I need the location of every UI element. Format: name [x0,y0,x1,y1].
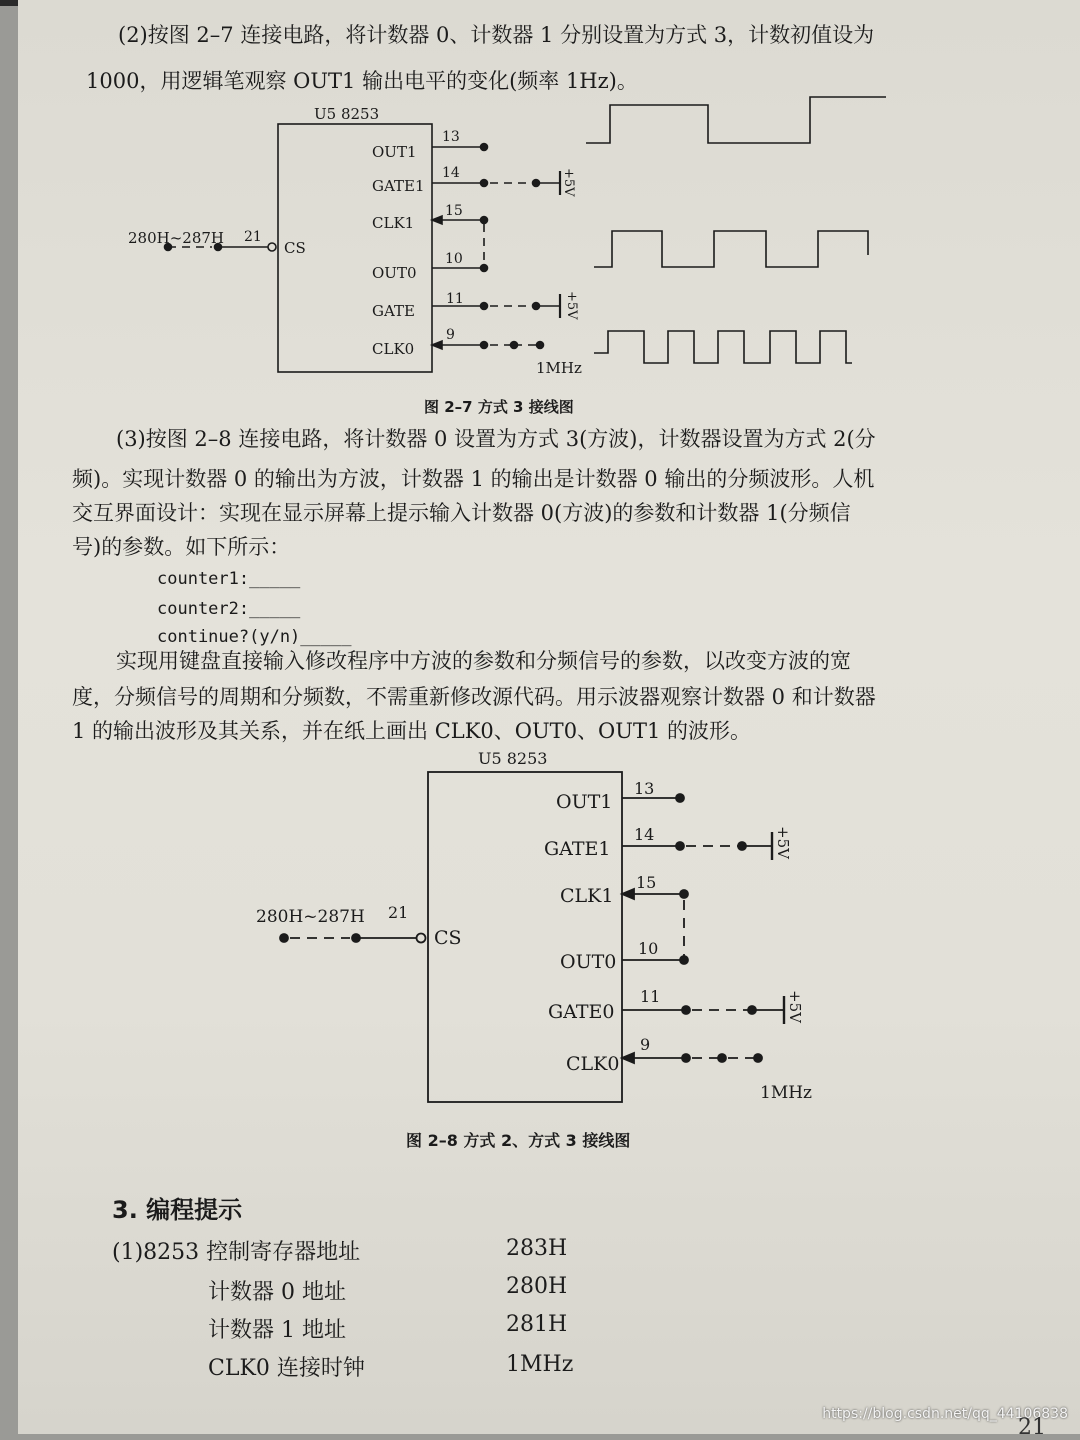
fig28-pin-cs: CS [434,927,462,949]
fig27-pin-gate1: GATE1 [372,177,425,195]
fig27-waveforms [586,97,886,363]
fig27-num-9: 9 [446,327,455,343]
section3-row3-value: 281H [506,1312,568,1337]
page-number: 21 [1018,1415,1046,1440]
fig28-pin-gate1: GATE1 [544,838,611,860]
fig27-clock-label: 1MHz [536,359,582,377]
fig27-num-13: 13 [442,129,460,145]
fig28-clock-label: 1MHz [760,1083,813,1103]
fig28-num-9: 9 [640,1035,651,1054]
fig27-wave-out0 [594,231,868,267]
fig28-chip-label: U5 8253 [478,749,548,768]
fig27-caption: 图 2–7 方式 3 接线图 [424,398,574,416]
watermark: https://blog.csdn.net/qq_44106838 [822,1406,1068,1422]
para-fig27-line1: (2)按图 2–7 连接电路，将计数器 0、计数器 1 分别设置为方式 3，计数初值设为 [118,23,875,47]
fig27-pin-gate: GATE [372,302,415,320]
fig28-num-15: 15 [636,873,657,892]
fig28-pin-gate0: GATE0 [548,1001,615,1023]
para4-line2: 度，分频信号的周期和分频数，不需重新修改源代码。用示波器观察计数器 0 和计数器 [72,685,876,709]
fig27-pin-cs: CS [284,239,306,257]
section3-heading: 3. 编程提示 [112,1196,243,1224]
fig28-wires [280,794,784,1063]
section3-row4-label: CLK0 连接时钟 [208,1356,365,1381]
fig28-plus5v-b: +5V [786,990,804,1023]
fig28-caption: 图 2–8 方式 2、方式 3 接线图 [406,1131,631,1150]
fig28-pin-clk0: CLK0 [566,1053,620,1075]
fig28-pin-clk1: CLK1 [560,885,614,907]
fig27-pin-out0: OUT0 [372,264,417,282]
fig28-num-11: 11 [640,987,661,1006]
para3-line3: 交互界面设计：实现在显示屏幕上提示输入计数器 0(方波)的参数和计数器 1(分频信 [72,501,851,525]
para3-line2: 频)。实现计数器 0 的输出为方波，计数器 1 的输出是计数器 0 输出的分频波形。人机 [72,467,875,491]
fig27-num-11: 11 [446,291,464,307]
fig28-num-13: 13 [634,779,655,798]
para-fig27-line2: 1000，用逻辑笔观察 OUT1 输出电平的变化(频率 1Hz)。 [86,69,638,93]
para3-line1: (3)按图 2–8 连接电路，将计数器 0 设置为方式 3(方波)，计数器设置为方式 2(分 [116,427,876,451]
fig28-num-10: 10 [638,939,659,958]
fig27-pin-clk0: CLK0 [372,340,415,358]
figure-2-8 [0,742,1080,1122]
fig27-plus5v-a: +5V [561,168,576,197]
section3-row2-label: 计数器 0 地址 [208,1280,346,1305]
section3-row2-value: 280H [506,1274,568,1299]
section3-row1-label: (1)8253 控制寄存器地址 [112,1240,361,1265]
fig27-plus5v-b: +5V [564,291,579,320]
fig27-num-10: 10 [445,251,463,267]
fig27-wave-clk0 [594,331,852,363]
fig28-addr-label: 280H~287H [256,907,365,927]
fig27-wave-out1 [586,97,886,143]
fig28-pin-out1: OUT1 [556,791,613,813]
fig28-num-21: 21 [388,903,409,922]
code-counter2: counter2:_____ [157,599,301,619]
code-continue: continue?(y/n)_____ [157,627,352,647]
fig28-pin-out0: OUT0 [560,951,617,973]
para4-line1: 实现用键盘直接输入修改程序中方波的参数和分频信号的参数，以改变方波的宽 [116,649,851,673]
section3-row1-value: 283H [506,1236,568,1261]
fig28-num-14: 14 [634,825,655,844]
code-counter1: counter1:_____ [157,569,301,589]
section3-row4-value: 1MHz [506,1352,574,1377]
section3-row3-label: 计数器 1 地址 [208,1318,346,1343]
fig27-num-14: 14 [442,165,460,181]
fig27-chip-label: U5 8253 [314,105,380,123]
para4-line3: 1 的输出波形及其关系，并在纸上画出 CLK0、OUT0、OUT1 的波形。 [72,719,752,743]
fig27-pin-clk1: CLK1 [372,214,415,232]
para3-line4: 号)的参数。如下所示： [72,535,291,559]
fig27-num-21: 21 [244,229,262,245]
fig27-addr-label: 280H~287H [128,229,224,247]
fig27-num-15: 15 [445,203,463,219]
fig28-plus5v-a: +5V [774,826,792,859]
fig27-pin-out1: OUT1 [372,143,417,161]
